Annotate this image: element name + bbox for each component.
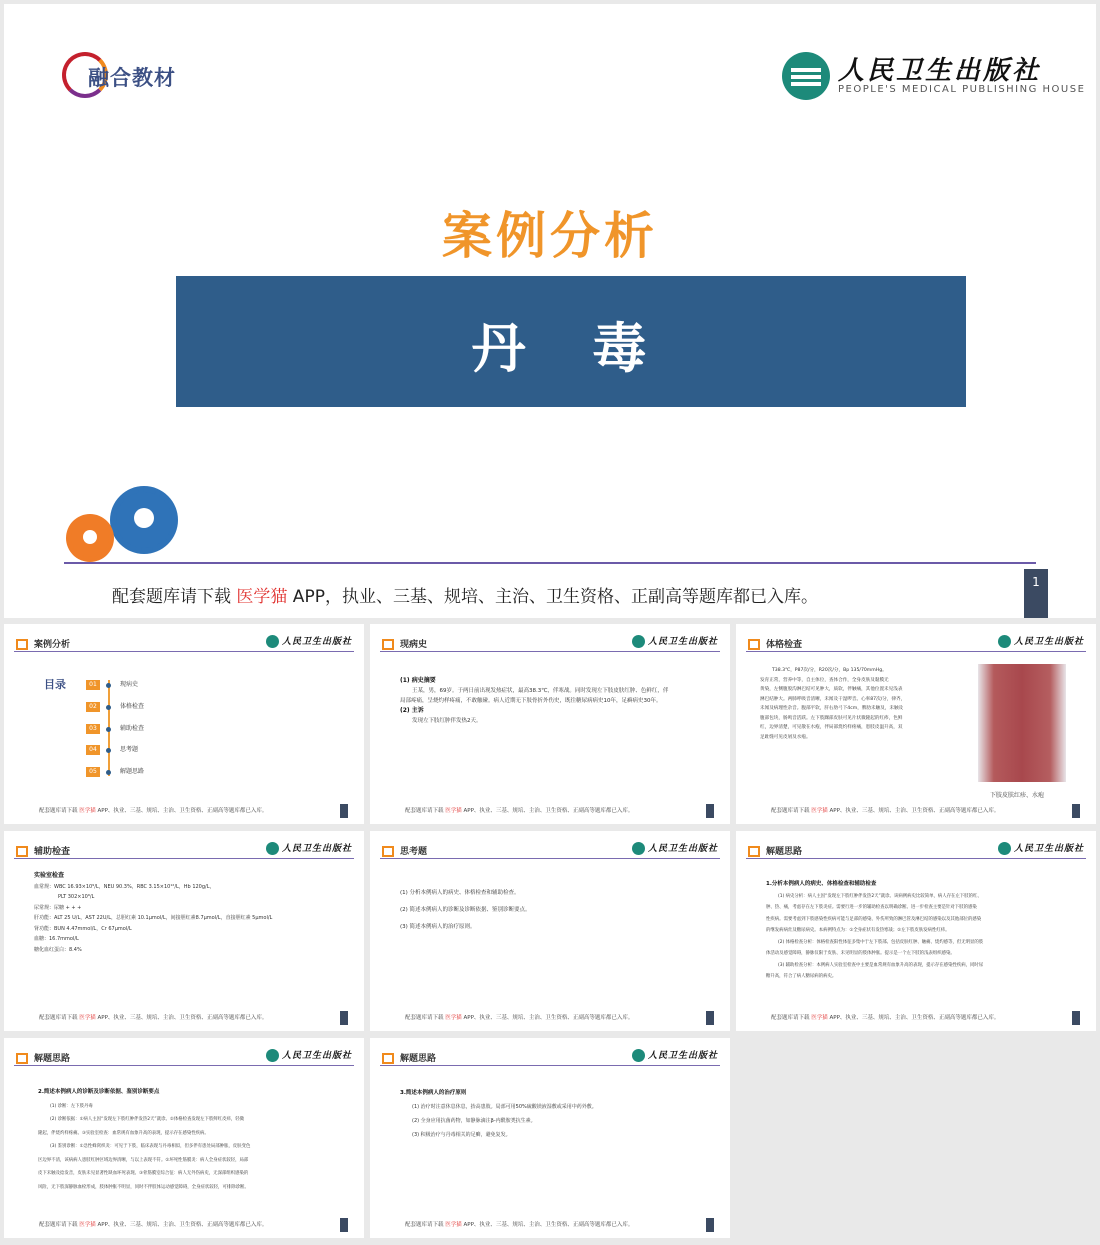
text-line: 体活动及感觉障碍，静脉仅限于皮肤、未见明显的肢体肿胀。提示是一个左下肢的浅表组织感染。 [766,951,955,956]
text-line: 2.简述本例病人的诊断及诊断依据、鉴别诊断要点 [38,1089,160,1095]
footer-note [112,582,818,607]
text-line: 肿、热、痛，考虑存在左下肢炎症。需要行进一步的辅助检查以明确诊断。进一步检查主要是针对下肢的感染 [766,905,977,910]
text-line: 糖升高，符合了病人糖尿病的病史。 [766,974,837,979]
publisher-name: 人民卫生出版社 [282,1051,353,1061]
section-icon [16,1053,28,1064]
publisher-emblem-icon [632,1049,645,1062]
text-line: (2) 简述本例病人的诊断及诊断依据、鉴别诊断要点。 [400,907,531,913]
text-line: 3.简述本例病人的治疗原则 [400,1090,467,1096]
publisher-emblem-icon [998,842,1011,855]
publisher-emblem-icon [266,842,279,855]
text-line: 区边界不清，该病病人患肢红肿区域边界清晰，与以上表现不符。②坏死性筋膜炎：病人全身症状较轻，局部 [38,1157,249,1163]
publisher-name: 人民卫生出版社 [648,844,719,854]
footer-suffix: APP、执业、三基、规培、主治、卫生资格、正副高等题库都已入库。 [95,1015,268,1021]
slide-header [736,831,1096,861]
toc-label: 思考题 [120,746,139,753]
footer-prefix: 配套题库请下载 [39,808,80,814]
section-icon [16,639,28,650]
disease-title-banner [176,276,966,407]
publisher-logo [782,48,1086,106]
title-slide [4,4,1096,618]
text-line: PLT 302×10⁹/L [58,894,95,900]
bullet-icon [106,727,111,732]
divider [380,1065,720,1066]
publisher-emblem-icon [266,635,279,648]
slide-thumbnail-toc[interactable] [4,624,364,824]
divider [380,858,720,859]
text-line: (1) 分析本例病人的病史、体格检查和辅助检查。 [400,890,520,896]
footer-prefix: 配套题库请下载 [405,1015,446,1021]
disease-title: 丹 毒 [471,317,671,380]
text-line: 红，边界清楚，可见散在水疱，伴局部烧灼样疼痛，患肢皮温升高，双 [760,725,903,730]
publisher-emblem-icon [782,52,830,100]
footer-app-name: 医学猫 [445,808,462,814]
section-icon [382,1053,394,1064]
slide-body [400,885,706,936]
slide-header [736,624,1096,654]
toc-number: 01 [86,680,100,690]
text-line: (1) 病史分析：病人主因“发现左下肢红肿伴发热2天”就诊。该病例病史比较简单，病人存在左下肢的红、 [778,893,982,899]
toc-number: 02 [86,702,100,712]
text-line: 隆起，伴烧灼样疼痛。③实验室检查：血常规有血象升高的表现，提示存在感染性疾病。 [38,1130,209,1136]
slide-header [4,624,364,654]
bullet-icon [106,683,111,688]
footer-prefix: 配套题库请下载 [405,808,446,814]
slide-footer [405,806,633,814]
slide-thumbnail-analysis-3[interactable] [370,1038,730,1238]
footer-prefix: 配套题库请下载 [112,587,237,607]
slide-title: 解题思路 [400,1054,437,1064]
slide-footer [39,806,267,814]
slide-thumbnail-questions[interactable] [370,831,730,1031]
slide-title: 辅助检查 [34,847,71,857]
toc-number: 05 [86,767,100,777]
publisher-emblem-icon [632,842,645,855]
section-icon [382,639,394,650]
publisher-name-en: PEOPLE'S MEDICAL PUBLISHING HOUSE [838,84,1086,95]
text-line: (2) 全身应用抗菌药物，如静脉滴注β-内酰胺类抗生素。 [412,1118,536,1124]
publisher-emblem-icon [998,635,1011,648]
publisher-name: 人民卫生出版社 [282,637,353,647]
publisher-logo [266,634,353,650]
divider [14,651,354,652]
footer-suffix: APP、执业、三基、规培、主治、卫生资格、正副高等题库都已入库。 [827,808,1000,814]
slide-body [766,879,1074,983]
text-line: (1) 诊断：左下肢丹毒 [50,1103,93,1109]
slide-footer [771,1013,999,1021]
divider [14,858,354,859]
publisher-name: 人民卫生出版社 [282,844,353,854]
text-line: 风险，无下肢深静脉血栓形成，肢体肿胀不明显，同时不伴肢体运动感觉障碍，全身症状较轻，可排除诊断。 [38,1184,249,1190]
toc-number: 04 [86,745,100,755]
slide-footer [771,806,999,814]
toc-label: 体格检查 [120,703,145,710]
slide-thumbnail-analysis-1[interactable] [736,831,1096,1031]
page-tab [340,804,348,818]
footer-suffix: APP、执业、三基、规培、主治、卫生资格、正副高等题库都已入库。 [461,1015,634,1021]
text-line: 血常规：WBC 16.93×10⁹/L，NEU 90.3%，RBC 3.15×10¹²/L，Hb 120g/L， [34,883,215,890]
slide-body [400,1086,706,1142]
slide-body [34,871,340,955]
slide-header [4,1038,364,1068]
slide-thumbnail-labs[interactable] [4,831,364,1031]
text-line: 淋巴结肿大。两肺呼吸音清晰，未闻及干湿啰音。心率87次/分，律齐， [760,696,906,702]
text-line: (1) 病史摘要 [400,677,436,684]
publisher-logo [998,841,1085,857]
text-line: 实验室检查 [34,872,65,879]
divider [14,1065,354,1066]
orange-gear-icon [66,514,114,562]
footer-prefix: 配套题库请下载 [39,1015,80,1021]
text-line: 性疾病。需要考虑到下肢感染性疾病可能与足部的感染、外伤所致的淋巴管及淋巴结的感染以及其他部位的感染 [766,916,982,922]
page-tab [706,804,714,818]
footer-prefix: 配套题库请下载 [771,808,812,814]
text-line: (3) 鉴别诊断：①急性蜂窝织炎：可见于下肢，临床表现与丹毒相似，但多伴有患处局部肿胀，皮肤变色 [50,1144,251,1149]
slide-body [400,676,706,726]
publisher-name: 人民卫生出版社 [648,1051,719,1061]
footer-app-name: 医学猫 [811,1015,828,1021]
bullet-icon [106,770,111,775]
text-line: (3) 积极治疗与丹毒相关的足癣，避免复发。 [412,1132,511,1138]
text-line: 尿常规：尿糖 + + + [34,904,82,911]
slide-title: 案例分析 [34,640,71,650]
section-icon [748,639,760,650]
publisher-name: 人民卫生出版社 [648,637,719,647]
divider [746,651,1086,652]
text-line: (2) 主诉 [400,707,424,714]
page-tab [1072,804,1080,818]
slide-footer [39,1013,267,1021]
toc-label: 辅助检查 [120,725,145,732]
toc-label: 解题思路 [120,768,145,775]
slide-footer [405,1013,633,1021]
text-line: T38.3℃，P87次/分，R20次/分，Bp 135/70mmHg。 [772,668,887,673]
footer-suffix: APP、执业、三基、规培、主治、卫生资格、正副高等题库都已入库。 [461,808,634,814]
footer-app-name: 医学猫 [811,808,828,814]
slide-footer [405,1220,633,1228]
footer-suffix: APP，执业、三基、规培、主治、卫生资格、正副高等题库都已入库。 [287,587,818,607]
publisher-logo [632,841,719,857]
gears-illustration [66,486,186,566]
publisher-logo [632,634,719,650]
footer-suffix: APP、执业、三基、规培、主治、卫生资格、正副高等题库都已入库。 [461,1222,634,1228]
divider [380,651,720,652]
toc-heading: 目录 [44,678,66,691]
text-line: 局部疼痛，呈烧灼样疼痛，不敢触碰。病人近期无下肢骨折外伤史，既往糖尿病病史10年，足癣病史30年。 [400,698,662,704]
footer-suffix: APP、执业、三基、规培、主治、卫生资格、正副高等题库都已入库。 [827,1015,1000,1021]
slide-title: 现病史 [400,640,428,650]
text-line: 血糖：16.7mmol/L [34,936,79,942]
blue-gear-icon [110,486,178,554]
page-tab [340,1218,348,1232]
divider [746,858,1086,859]
publisher-emblem-icon [632,635,645,648]
publisher-logo [266,1048,353,1064]
text-line: (1) 治疗时注意休息休息，抬高患肢。局部可用50%硫酸镁液湿敷或采用中药外敷。 [412,1104,597,1110]
footer-app-name: 医学猫 [79,808,96,814]
bullet-icon [106,705,111,710]
text-line: 肾功能：BUN 4.47mmol/L，Cr 67μmol/L [34,925,132,932]
slide-footer [39,1220,267,1228]
publisher-emblem-icon [266,1049,279,1062]
text-line: (3) 简述本例病人的治疗原则。 [400,924,476,930]
footer-suffix: APP、执业、三基、规培、主治、卫生资格、正副高等题库都已入库。 [95,1222,268,1228]
footer-suffix: APP、执业、三基、规培、主治、卫生资格、正副高等题库都已入库。 [95,808,268,814]
footer-prefix: 配套题库请下载 [39,1222,80,1228]
leg-rash-photo [978,664,1066,782]
publisher-logo [632,1048,719,1064]
section-icon [382,846,394,857]
footer-prefix: 配套题库请下载 [771,1015,812,1021]
text-line: 王某，男，69岁。于两日前出现发热症状，最高38.3℃，伴寒战。同时发现左下肢皮肤红肿、色鲜红，伴 [412,688,669,694]
divider [64,562,1036,564]
slide-title: 解题思路 [34,1054,71,1064]
slide-thumbnail-exam[interactable] [736,624,1096,824]
page-tab [706,1218,714,1232]
publisher-name: 人民卫生出版社 [1014,637,1085,647]
text-line: 皮下未触及捻发音，皮肤未见显著性缺血坏死表现。③骨筋膜室综合征：病人无外伤病史，无深部组织感染的 [38,1171,249,1176]
publisher-logo [266,841,353,857]
section-title: 案例分析 [442,207,658,265]
section-icon [16,846,28,857]
text-line: 未闻及病理性杂音。腹部平软，肝右肋弓下4cm，脾肋未触及，未触及 [760,706,904,711]
footer-app-name: 医学猫 [445,1015,462,1021]
footer-app-name: 医学猫 [445,1222,462,1228]
slide-header [370,624,730,654]
slide-body [38,1086,344,1194]
slide-header [370,1038,730,1068]
text-line: (2) 诊断依据：①病人主因“发现左下肢红肿伴发热2天”就诊。②体格检查发现左下肢鲜红皮疹，轻微 [50,1117,245,1122]
slide-header [370,831,730,861]
text-line: 黄染，左侧腹股沟淋巴结可见肿大，质软，伴触痛，其他位置未见浅表 [760,687,903,692]
text-line: (3) 辅助检查分析：本例病人实验室检查中主要是血常规有血象升高的表现，提示存在感染性疾病，同时尿 [778,962,984,968]
text-line: 1.分析本例病人的病史、体格检查和辅助检查 [766,881,877,887]
slide-title: 思考题 [400,847,428,857]
bullet-icon [106,748,111,753]
page-tab [340,1011,348,1025]
text-line: 腹部包块，肠鸣音活跃。左下肢踝部皮肤可见片状微隆起的红疹，色鲜 [760,715,903,721]
footer-app-name: 医学猫 [79,1222,96,1228]
text-line: 足趾缝可见皮屑及水疱。 [760,734,811,740]
text-line: 发现左下肢红肿伴发热2天。 [412,718,482,724]
page-tab [1072,1011,1080,1025]
fuhe-logo-text: 融合教材 [88,66,176,90]
slide-thumbnail-analysis-2[interactable] [4,1038,364,1238]
toc-label: 现病史 [120,681,139,688]
page-tab [706,1011,714,1025]
slide-title: 体格检查 [766,640,803,650]
photo-caption: 下肢皮肤红疹、水疱 [990,792,1045,799]
text-line: 的继发病病灶及糖尿病史。本病例特点为：①全身症状有发热寒战；②左下肢皮肤发病性红疹。 [766,928,950,933]
slide-body [760,666,968,742]
text-line: 发育正常，营养中等，自主体位，查体合作，全身皮肤及黏膜无 [760,677,889,683]
publisher-logo [998,634,1085,650]
text-line: 肝功能：ALT 25 U/L，AST 22U/L，总胆红素 10.1μmol/L，间接胆红素8.7μmol/L，直接胆红素 5μmol/L [34,915,273,921]
footer-app-name: 医学猫 [79,1015,96,1021]
page-number: 1 [1024,569,1048,618]
slide-thumbnail-history[interactable] [370,624,730,824]
slide-title: 解题思路 [766,847,803,857]
slide-header [4,831,364,861]
section-icon [748,846,760,857]
publisher-name-cn: 人民卫生出版社 [838,56,1042,86]
publisher-name: 人民卫生出版社 [1014,844,1085,854]
footer-app-name: 医学猫 [236,587,288,607]
toc-number: 03 [86,724,100,734]
footer-prefix: 配套题库请下载 [405,1222,446,1228]
text-line: 糖化血红蛋白：8.4% [34,946,82,953]
text-line: (2) 体格检查分析：体格检查阳性体征多集中于左下肢部。包括皮肤红肿、触痛、烧灼感等，但无明显的肢 [778,939,984,945]
fuhe-logo [62,52,192,104]
